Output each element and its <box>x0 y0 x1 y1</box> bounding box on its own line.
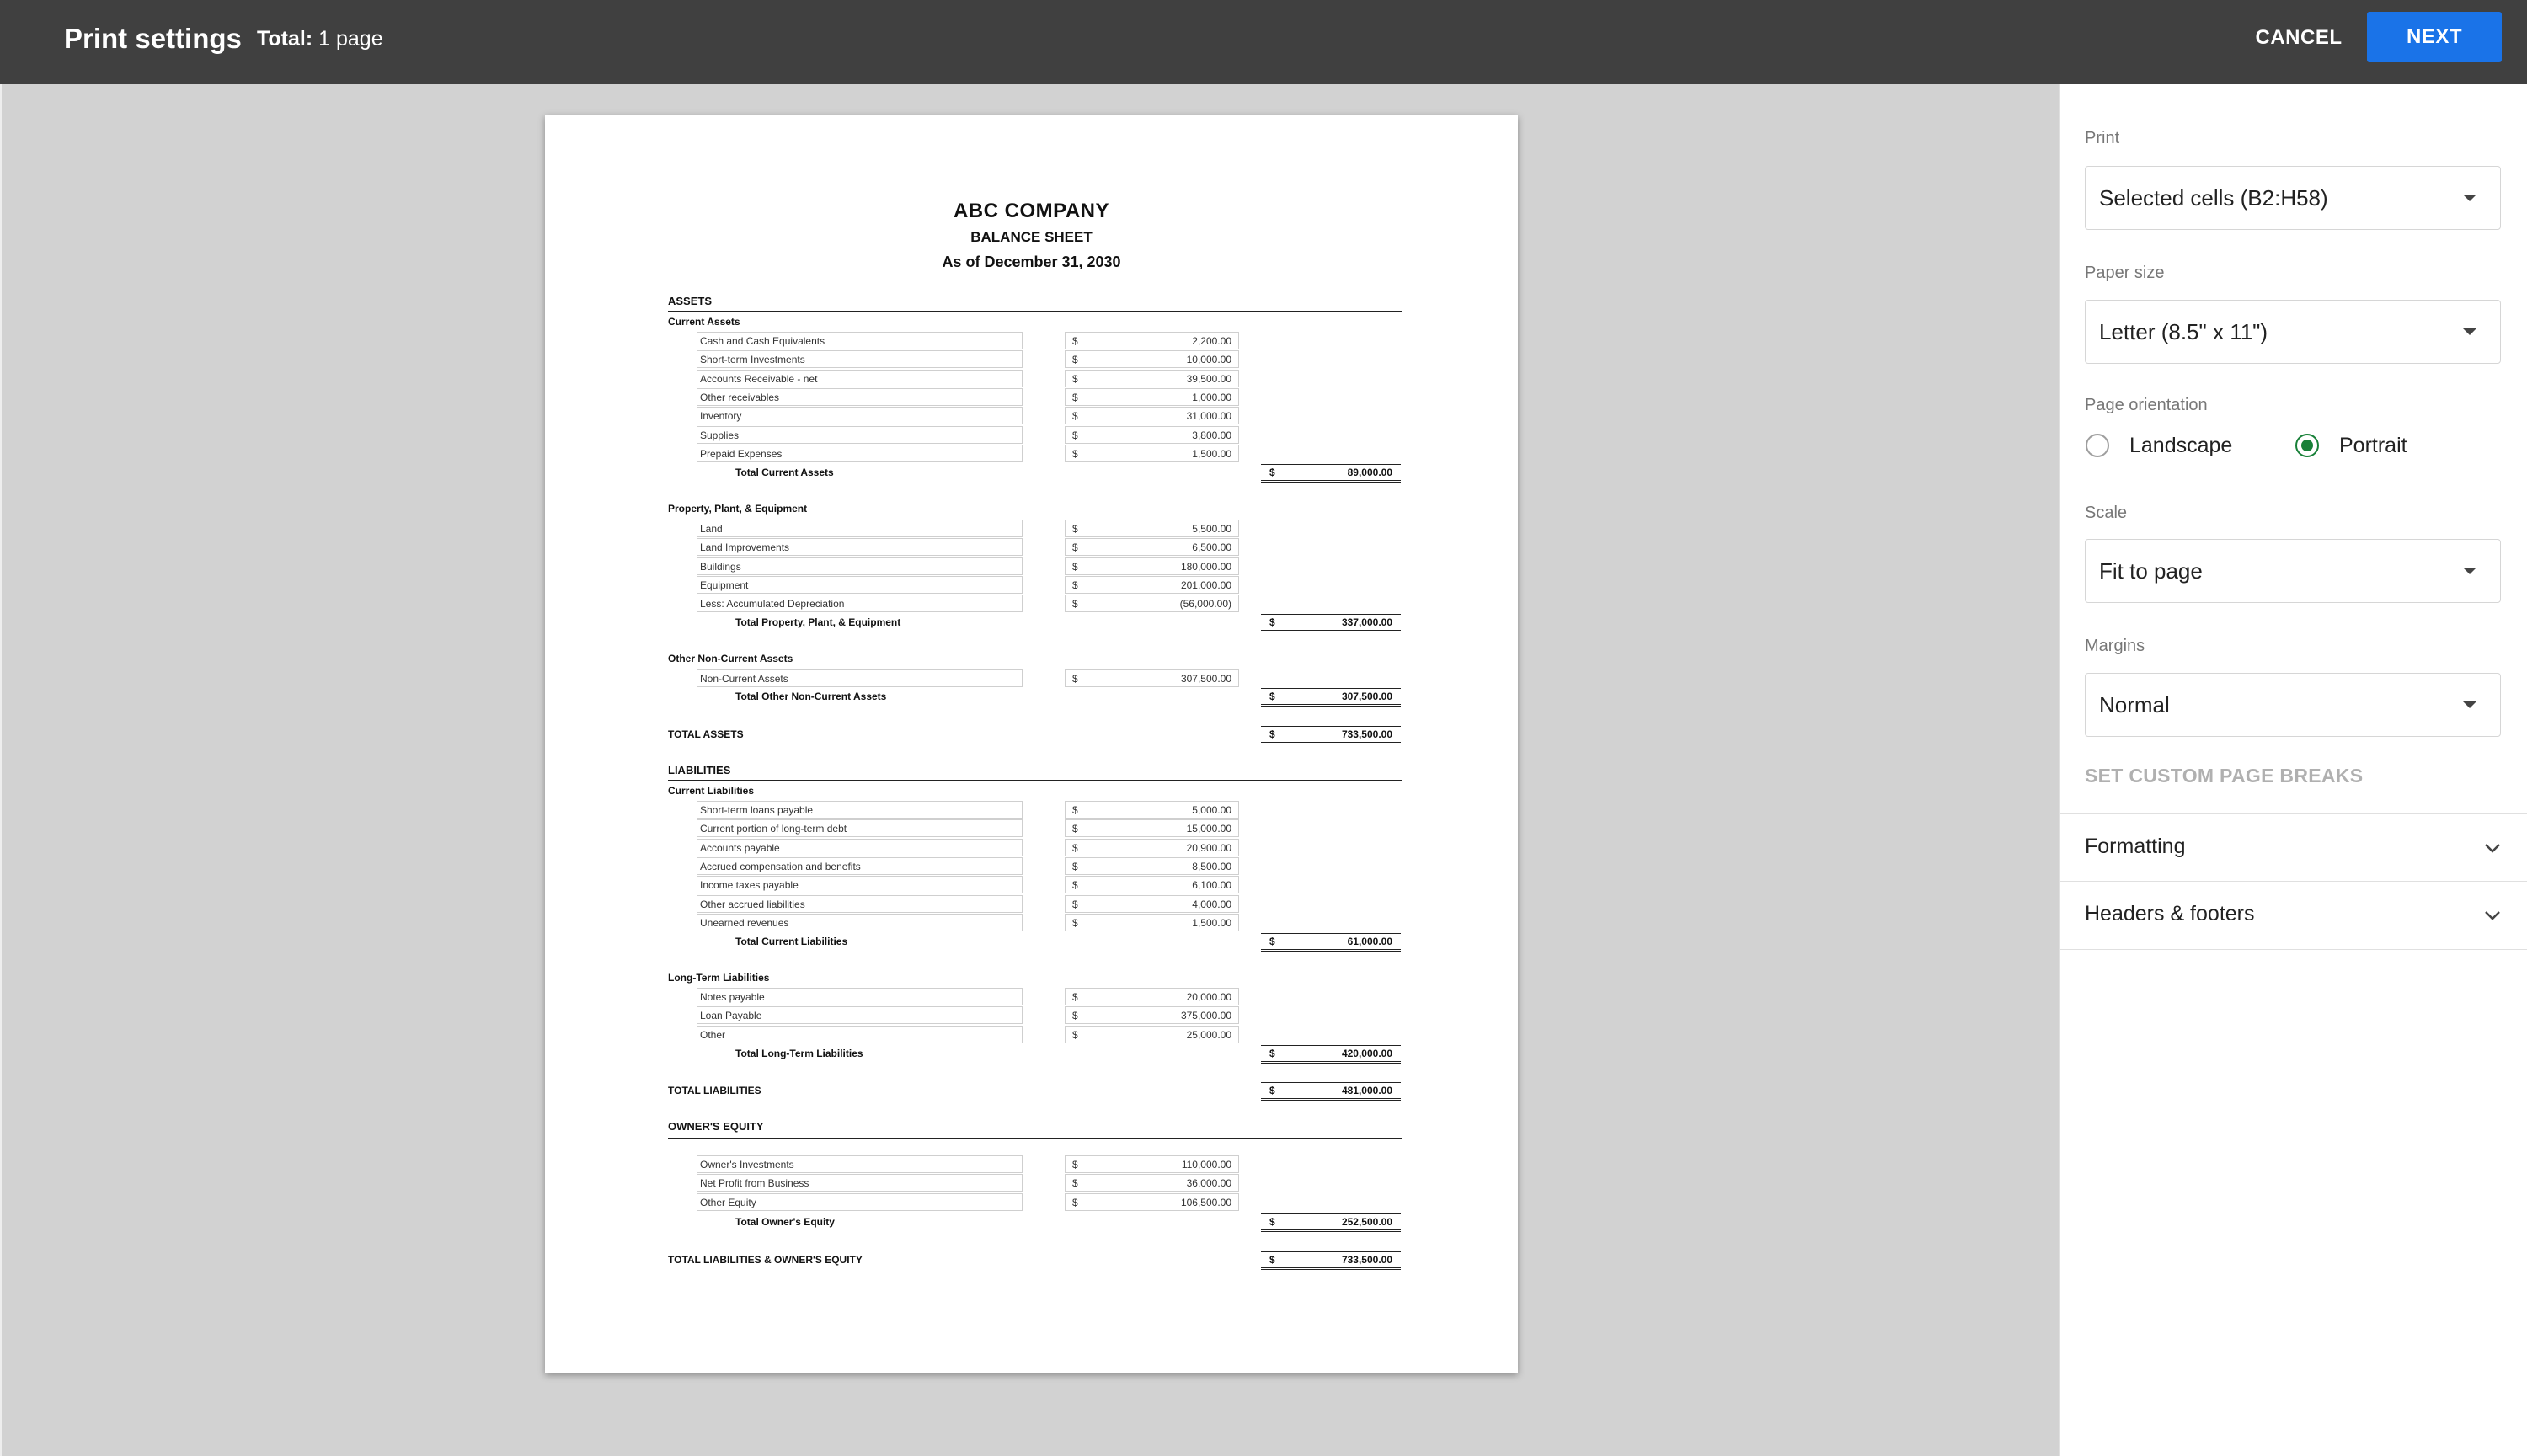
row-amount <box>1065 1006 1239 1024</box>
total-amount <box>1261 726 1401 744</box>
currency-symbol: $ <box>1269 1254 1275 1266</box>
print-label: Print <box>2085 129 2120 147</box>
row-amount <box>1065 857 1239 875</box>
top-bar <box>0 0 2527 84</box>
row-value: 180,000.00 <box>1180 560 1231 573</box>
table-row <box>697 426 1396 444</box>
row-value: 25,000.00 <box>1186 1028 1231 1041</box>
table-row <box>697 595 1396 612</box>
row-amount <box>1065 895 1239 913</box>
currency-symbol: $ <box>1072 598 1078 611</box>
portrait-label: Portrait <box>2339 433 2407 457</box>
total-label: Total Current Liabilities <box>735 936 848 947</box>
currency-symbol: $ <box>1072 1010 1078 1022</box>
table-row <box>697 1193 1396 1211</box>
currency-symbol: $ <box>1072 541 1078 554</box>
currency-symbol: $ <box>1072 898 1078 910</box>
currency-symbol: $ <box>1269 1216 1275 1228</box>
total-label: Total Long-Term Liabilities <box>735 1048 863 1059</box>
paper-size-label: Paper size <box>2085 264 2165 282</box>
table-row <box>697 520 1396 537</box>
currency-symbol: $ <box>1072 429 1078 441</box>
row-amount <box>1065 370 1239 387</box>
table-row <box>697 370 1396 387</box>
currency-symbol: $ <box>1072 523 1078 535</box>
row-label: Land <box>697 520 1023 537</box>
table-row <box>697 350 1396 368</box>
table-row <box>697 576 1396 594</box>
row-label: Other Equity <box>697 1193 1023 1211</box>
row-value: 15,000.00 <box>1186 823 1231 835</box>
preview-page <box>545 115 1518 1373</box>
currency-symbol: $ <box>1072 579 1078 591</box>
sheet-subtitle: BALANCE SHEET <box>970 229 1093 245</box>
currency-symbol: $ <box>1269 1085 1275 1096</box>
paper-size-value: Letter (8.5" x 11") <box>2099 319 2268 344</box>
next-button[interactable]: NEXT <box>2367 12 2502 62</box>
row-amount <box>1065 595 1239 612</box>
dropdown-arrow-icon <box>2463 328 2476 335</box>
currency-symbol: $ <box>1072 372 1078 385</box>
margins-value: Normal <box>2099 692 2170 717</box>
portrait-radio[interactable] <box>2295 432 2407 459</box>
total-value: 337,000.00 <box>1341 616 1392 628</box>
row-label: Owner's Investments <box>697 1155 1023 1173</box>
total-amount <box>1261 1082 1401 1101</box>
row-value: 20,900.00 <box>1186 841 1231 854</box>
currency-symbol: $ <box>1072 447 1078 460</box>
table-row <box>697 557 1396 575</box>
row-label: Prepaid Expenses <box>697 445 1023 462</box>
total-value: 252,500.00 <box>1341 1216 1392 1228</box>
table-row <box>697 445 1396 462</box>
row-amount <box>1065 538 1239 556</box>
paper-size-select[interactable] <box>2085 300 2501 364</box>
row-value: 375,000.00 <box>1180 1010 1231 1022</box>
table-row <box>697 1174 1396 1192</box>
currency-symbol: $ <box>1269 728 1275 740</box>
total-value: 1 page <box>318 27 383 51</box>
subsection-heading: Current Liabilities <box>668 785 755 797</box>
scale-value: Fit to page <box>2099 558 2203 584</box>
landscape-radio[interactable] <box>2086 432 2232 459</box>
row-label: Equipment <box>697 576 1023 594</box>
row-value: 5,500.00 <box>1192 523 1231 535</box>
row-value: 106,500.00 <box>1180 1196 1231 1208</box>
row-value: 39,500.00 <box>1186 372 1231 385</box>
company-name: ABC COMPANY <box>953 200 1110 222</box>
table-row <box>697 1155 1396 1173</box>
row-amount <box>1065 1174 1239 1192</box>
headers-footers-section[interactable] <box>2060 881 2527 950</box>
table-row <box>697 538 1396 556</box>
row-value: 6,500.00 <box>1192 541 1231 554</box>
print-select-value: Selected cells (B2:H58) <box>2099 185 2328 211</box>
total-label: TOTAL ASSETS <box>668 728 744 740</box>
total-value: 307,500.00 <box>1341 691 1392 702</box>
section-heading: ASSETS <box>668 295 713 307</box>
currency-symbol: $ <box>1269 691 1275 702</box>
row-value: 1,500.00 <box>1192 447 1231 460</box>
total-value: 89,000.00 <box>1347 467 1392 478</box>
currency-symbol: $ <box>1072 673 1078 685</box>
currency-symbol: $ <box>1072 860 1078 872</box>
table-row <box>697 1006 1396 1024</box>
row-amount <box>1065 839 1239 856</box>
row-label: Net Profit from Business <box>697 1174 1023 1192</box>
currency-symbol: $ <box>1072 335 1078 347</box>
row-amount <box>1065 914 1239 931</box>
section-divider <box>668 311 1402 312</box>
subsection-heading: Property, Plant, & Equipment <box>668 503 808 515</box>
row-value: 2,200.00 <box>1192 335 1231 347</box>
row-label: Notes payable <box>697 988 1023 1005</box>
margins-label: Margins <box>2085 637 2145 655</box>
row-amount <box>1065 1193 1239 1211</box>
row-label: Income taxes payable <box>697 876 1023 893</box>
total-amount <box>1261 688 1401 707</box>
section-divider <box>668 780 1402 781</box>
row-value: (56,000.00) <box>1179 598 1231 611</box>
row-label: Accounts Receivable - net <box>697 370 1023 387</box>
row-label: Cash and Cash Equivalents <box>697 332 1023 349</box>
print-select[interactable] <box>2085 166 2501 230</box>
total-value: 733,500.00 <box>1341 1254 1392 1266</box>
section-heading: OWNER'S EQUITY <box>668 1120 764 1133</box>
balance-sheet <box>545 115 1518 1373</box>
total-amount <box>1261 1213 1401 1232</box>
row-amount <box>1065 426 1239 444</box>
subsection-heading: Current Assets <box>668 316 740 328</box>
subsection-heading: Other Non-Current Assets <box>668 653 793 664</box>
total-label: Total Property, Plant, & Equipment <box>735 616 901 628</box>
row-amount <box>1065 988 1239 1005</box>
row-amount <box>1065 332 1239 349</box>
total-value: 420,000.00 <box>1341 1048 1392 1059</box>
row-label: Inventory <box>697 407 1023 424</box>
row-amount <box>1065 669 1239 687</box>
row-amount <box>1065 801 1239 819</box>
row-value: 1,000.00 <box>1192 391 1231 403</box>
row-label: Current portion of long-term debt <box>697 819 1023 837</box>
row-label: Short-term Investments <box>697 350 1023 368</box>
dropdown-arrow-icon <box>2463 195 2476 201</box>
row-amount <box>1065 1026 1239 1043</box>
currency-symbol: $ <box>1072 410 1078 423</box>
chevron-down-icon <box>2482 838 2503 858</box>
row-amount <box>1065 445 1239 462</box>
currency-symbol: $ <box>1072 879 1078 892</box>
table-row <box>697 857 1396 875</box>
radio-off-icon <box>2086 434 2109 457</box>
row-amount <box>1065 407 1239 424</box>
currency-symbol: $ <box>1072 1177 1078 1190</box>
settings-panel <box>2059 84 2527 1456</box>
table-row <box>697 332 1396 349</box>
row-value: 307,500.00 <box>1180 673 1231 685</box>
table-row <box>697 839 1396 856</box>
currency-symbol: $ <box>1072 1196 1078 1208</box>
total-label: Total Other Non-Current Assets <box>735 691 887 702</box>
currency-symbol: $ <box>1072 354 1078 366</box>
row-value: 20,000.00 <box>1186 991 1231 1003</box>
formatting-section[interactable] <box>2060 813 2527 882</box>
currency-symbol: $ <box>1072 391 1078 403</box>
margins-select[interactable] <box>2085 673 2501 737</box>
table-row <box>697 407 1396 424</box>
row-value: 6,100.00 <box>1192 879 1231 892</box>
total-value: 733,500.00 <box>1341 728 1392 740</box>
currency-symbol: $ <box>1072 823 1078 835</box>
row-amount <box>1065 819 1239 837</box>
currency-symbol: $ <box>1269 467 1275 478</box>
headers-footers-label: Headers & footers <box>2085 902 2255 925</box>
currency-symbol: $ <box>1269 1048 1275 1059</box>
row-label: Short-term loans payable <box>697 801 1023 819</box>
chevron-down-icon <box>2482 905 2503 925</box>
table-row <box>697 669 1396 687</box>
row-amount <box>1065 876 1239 893</box>
currency-symbol: $ <box>1072 1159 1078 1171</box>
currency-symbol: $ <box>1269 616 1275 628</box>
row-amount <box>1065 1155 1239 1173</box>
table-row <box>697 801 1396 819</box>
total-label: Total: <box>257 27 313 51</box>
scale-select[interactable] <box>2085 539 2501 603</box>
print-preview-area[interactable] <box>0 84 2060 1456</box>
row-label: Supplies <box>697 426 1023 444</box>
total-value: 61,000.00 <box>1347 936 1392 947</box>
row-value: 1,500.00 <box>1192 916 1231 929</box>
row-value: 10,000.00 <box>1186 354 1231 366</box>
subsection-heading: Long-Term Liabilities <box>668 972 770 984</box>
row-label: Other accrued liabilities <box>697 895 1023 913</box>
row-amount <box>1065 388 1239 406</box>
table-row <box>697 914 1396 931</box>
row-label: Accounts payable <box>697 839 1023 856</box>
landscape-label: Landscape <box>2129 433 2233 457</box>
currency-symbol: $ <box>1072 804 1078 816</box>
total-amount <box>1261 933 1401 952</box>
row-value: 201,000.00 <box>1180 579 1231 591</box>
total-label: Total Current Assets <box>735 467 834 478</box>
table-row <box>697 388 1396 406</box>
currency-symbol: $ <box>1269 936 1275 947</box>
total-amount <box>1261 1251 1401 1270</box>
radio-on-icon <box>2295 434 2319 457</box>
row-label: Unearned revenues <box>697 914 1023 931</box>
total-amount <box>1261 614 1401 632</box>
currency-symbol: $ <box>1072 1028 1078 1041</box>
total-pages <box>257 25 383 52</box>
row-label: Loan Payable <box>697 1006 1023 1024</box>
cancel-button[interactable]: CANCEL <box>2255 26 2343 49</box>
dropdown-arrow-icon <box>2463 568 2476 574</box>
row-amount <box>1065 576 1239 594</box>
row-label: Other <box>697 1026 1023 1043</box>
section-heading: LIABILITIES <box>668 764 731 776</box>
table-row <box>697 895 1396 913</box>
row-value: 5,000.00 <box>1192 804 1231 816</box>
row-value: 3,800.00 <box>1192 429 1231 441</box>
row-value: 36,000.00 <box>1186 1177 1231 1190</box>
sheet-date: As of December 31, 2030 <box>942 253 1121 270</box>
currency-symbol: $ <box>1072 841 1078 854</box>
section-divider <box>668 1138 1402 1139</box>
row-label: Buildings <box>697 557 1023 575</box>
currency-symbol: $ <box>1072 916 1078 929</box>
row-label: Less: Accumulated Depreciation <box>697 595 1023 612</box>
row-amount <box>1065 557 1239 575</box>
row-value: 8,500.00 <box>1192 860 1231 872</box>
row-value: 31,000.00 <box>1186 410 1231 423</box>
row-label: Non-Current Assets <box>697 669 1023 687</box>
table-row <box>697 876 1396 893</box>
row-value: 110,000.00 <box>1181 1159 1231 1171</box>
row-amount <box>1065 350 1239 368</box>
total-amount <box>1261 1045 1401 1064</box>
total-label: TOTAL LIABILITIES <box>668 1085 761 1096</box>
currency-symbol: $ <box>1072 560 1078 573</box>
row-label: Land Improvements <box>697 538 1023 556</box>
total-label: TOTAL LIABILITIES & OWNER'S EQUITY <box>668 1254 863 1266</box>
total-amount <box>1261 464 1401 483</box>
table-row <box>697 988 1396 1005</box>
formatting-label: Formatting <box>2085 835 2186 858</box>
currency-symbol: $ <box>1072 991 1078 1003</box>
page-title: Print settings <box>64 23 242 54</box>
total-label: Total Owner's Equity <box>735 1216 835 1228</box>
total-value: 481,000.00 <box>1341 1085 1392 1096</box>
row-label: Accrued compensation and benefits <box>697 857 1023 875</box>
scale-label: Scale <box>2085 504 2128 522</box>
row-value: 4,000.00 <box>1192 898 1231 910</box>
dropdown-arrow-icon <box>2463 701 2476 708</box>
set-custom-page-breaks-button[interactable]: SET CUSTOM PAGE BREAKS <box>2085 765 2364 787</box>
row-amount <box>1065 520 1239 537</box>
table-row <box>697 819 1396 837</box>
table-row <box>697 1026 1396 1043</box>
orientation-label: Page orientation <box>2085 396 2208 414</box>
row-label: Other receivables <box>697 388 1023 406</box>
